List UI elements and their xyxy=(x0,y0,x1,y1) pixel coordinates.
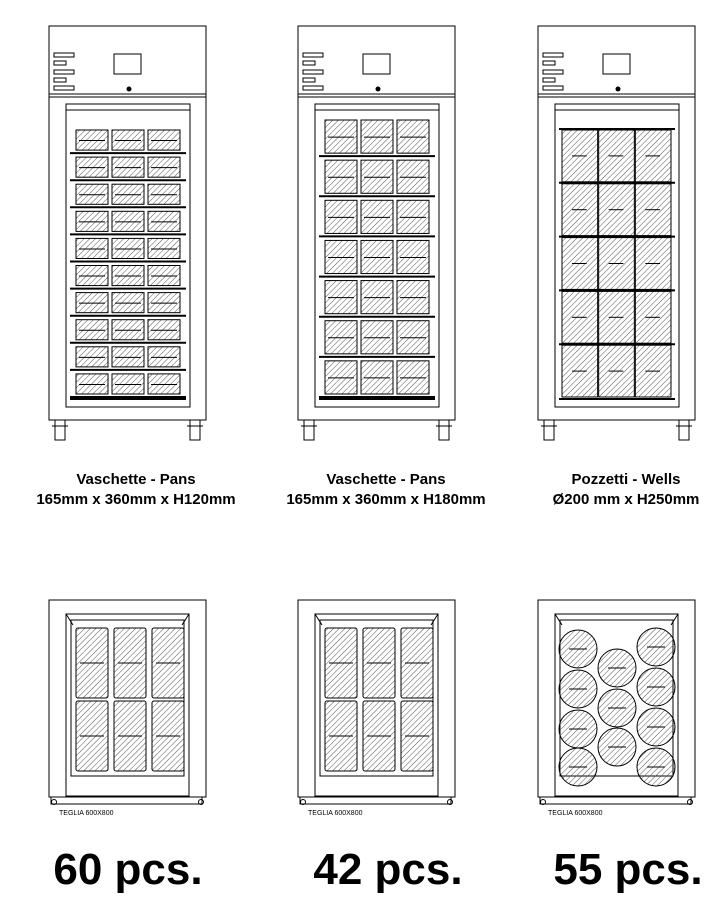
panel-slot xyxy=(303,53,323,57)
caption-1-line2: 165mm x 360mm x H120mm xyxy=(36,491,236,508)
display-screen xyxy=(603,54,630,74)
power-button xyxy=(127,87,132,92)
leg xyxy=(190,420,200,440)
panel-slot xyxy=(303,61,315,65)
plan-door xyxy=(540,797,691,804)
panel-slot xyxy=(54,70,74,74)
count-2: 42 pcs. xyxy=(313,845,463,894)
cabinet-plan-1 xyxy=(49,600,206,817)
panel-slot xyxy=(303,78,315,82)
caption-1-line1: Vaschette - Pans xyxy=(76,471,196,488)
panel-slot xyxy=(543,70,563,74)
cabinet-plan-3 xyxy=(538,600,695,817)
panel-slot xyxy=(54,53,74,57)
leg xyxy=(304,420,314,440)
panel-slot xyxy=(543,53,563,57)
panel-slot xyxy=(303,70,323,74)
panel-slot xyxy=(54,61,66,65)
panel-slot xyxy=(543,78,555,82)
count-1: 60 pcs. xyxy=(53,845,203,894)
leg xyxy=(544,420,554,440)
plan-door xyxy=(51,797,202,804)
cabinet-front-3 xyxy=(538,26,695,440)
panel-slot xyxy=(303,86,323,90)
power-button xyxy=(376,87,381,92)
display-screen xyxy=(363,54,390,74)
leg xyxy=(55,420,65,440)
plan-label: TEGLIA 600X800 xyxy=(308,810,363,817)
panel-slot xyxy=(543,86,563,90)
caption-2-line2: 165mm x 360mm x H180mm xyxy=(286,491,486,508)
panel-slot xyxy=(54,86,74,90)
plan-door xyxy=(300,797,451,804)
leg xyxy=(439,420,449,440)
display-screen xyxy=(114,54,141,74)
leg xyxy=(679,420,689,440)
caption-3-line1: Pozzetti - Wells xyxy=(571,471,681,488)
pan xyxy=(112,347,144,367)
pan xyxy=(148,347,180,367)
panel-slot xyxy=(543,61,555,65)
plan-label: TEGLIA 600X800 xyxy=(548,810,603,817)
count-3: 55 pcs. xyxy=(553,845,703,894)
cabinet-plan-2 xyxy=(298,600,455,817)
caption-2-line1: Vaschette - Pans xyxy=(326,471,446,488)
plan-label: TEGLIA 600X800 xyxy=(59,810,114,817)
cabinet-front-1 xyxy=(49,26,206,440)
pan xyxy=(76,347,108,367)
power-button xyxy=(616,87,621,92)
caption-3-line2: Ø200 mm x H250mm xyxy=(552,491,700,508)
panel-slot xyxy=(54,78,66,82)
cabinet-front-2 xyxy=(298,26,455,440)
